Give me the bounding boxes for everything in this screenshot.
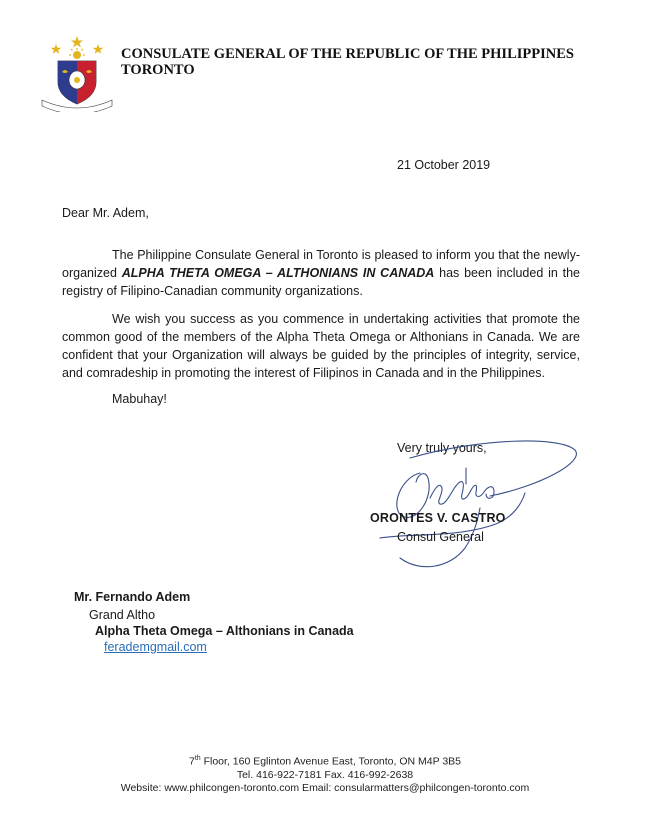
philippine-seal-logo <box>38 34 116 112</box>
paragraph-1 <box>62 246 580 300</box>
paragraph-1-end: has been included in the registry of Filipino-Canadian community organizations. <box>62 266 581 298</box>
letterhead-line-2: TORONTO <box>121 62 195 78</box>
footer-floor-suffix: th <box>194 755 201 762</box>
paragraph-2 <box>62 310 580 382</box>
footer <box>0 752 650 795</box>
recipient-role: Grand Altho <box>89 608 156 622</box>
signer-title: Consul General <box>397 530 484 544</box>
footer-phone: Tel. 416-922-7181 Fax. 416-992-2638 <box>236 768 414 781</box>
footer-address <box>0 752 650 769</box>
recipient-email-link[interactable]: ferademgmail.com <box>104 640 207 654</box>
footer-web-email: Website: www.philcongen-toronto.com Email: consularmatters@philcongen-toronto.com <box>120 781 530 794</box>
organization-name-emphasis: ALPHA THETA OMEGA – ALTHONIANS IN CANADA <box>121 266 435 280</box>
closing-word: Mabuhay! <box>112 392 167 406</box>
letterhead-title <box>121 46 641 78</box>
sign-off: Very truly yours, <box>397 441 487 455</box>
footer-address-rest: Floor, 160 Eglinton Avenue East, Toronto, ON M4P 3B5 <box>200 755 462 768</box>
letter-date: 21 October 2019 <box>397 158 491 172</box>
signer-name: ORONTES V. CASTRO <box>370 511 506 525</box>
recipient-organization: Alpha Theta Omega – Althonians in Canada <box>95 624 354 638</box>
footer-floor-number: 7 <box>188 755 195 768</box>
letterhead-line-1: CONSULATE GENERAL OF THE REPUBLIC OF THE PHILIPPINES <box>121 46 574 62</box>
paragraph-1-start: The Philippine Consulate General in Toronto is pleased to inform you that the newly-organized <box>62 248 580 280</box>
paragraph-2-text: We wish you success as you commence in undertaking activities that promote the common good of the members of the Alpha Theta Omega or Althonians in Canada. We are confident that your Organization will always be guided by the principles of integrity, service, and comradeship in promoting the interest of Filipinos in Canada and in the Philippines. <box>62 312 580 380</box>
salutation: Dear Mr. Adem, <box>62 206 149 220</box>
recipient-name: Mr. Fernando Adem <box>74 590 191 604</box>
